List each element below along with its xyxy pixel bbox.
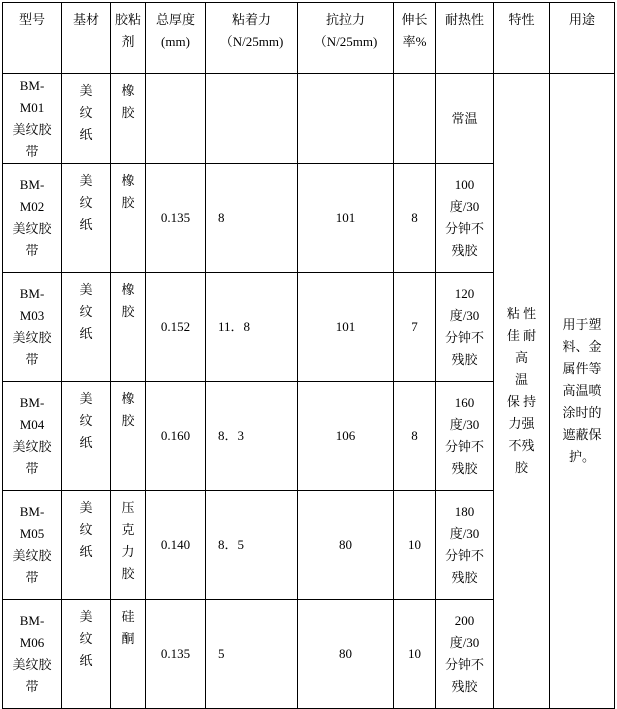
header-row xyxy=(3,3,615,74)
cell-base: 美 纹 纸 xyxy=(62,600,111,709)
cell-model: BM- M06 美纹胶 带 xyxy=(3,600,62,709)
header-usage: 用途 xyxy=(550,3,615,74)
cell-adhesion xyxy=(206,74,298,164)
cell-heat: 常温 xyxy=(436,74,494,164)
header-feature: 特性 xyxy=(494,3,550,74)
cell-base: 美 纹 纸 xyxy=(62,74,111,164)
cell-adhesion: 11．8 xyxy=(206,273,298,382)
cell-adhesion: 8．3 xyxy=(206,382,298,491)
cell-glue: 橡 胶 xyxy=(111,164,146,273)
cell-thickness xyxy=(146,74,206,164)
header-thickness: 总厚度 (mm) xyxy=(146,3,206,74)
cell-glue: 橡 胶 xyxy=(111,74,146,164)
cell-usage: 用于塑 料、金 属件等 高温喷 涂时的 遮蔽保 护。 xyxy=(550,74,615,709)
header-heat: 耐热性 xyxy=(436,3,494,74)
cell-tensile: 101 xyxy=(298,164,394,273)
cell-glue: 硅 酮 xyxy=(111,600,146,709)
header-base: 基材 xyxy=(62,3,111,74)
cell-glue: 橡 胶 xyxy=(111,382,146,491)
header-adhesion: 粘着力 （N/25mm) xyxy=(206,3,298,74)
cell-adhesion: 8 xyxy=(206,164,298,273)
cell-model: BM- M04 美纹胶 带 xyxy=(3,382,62,491)
cell-tensile xyxy=(298,74,394,164)
cell-elongation xyxy=(394,74,436,164)
cell-thickness: 0.140 xyxy=(146,491,206,600)
cell-elongation: 10 xyxy=(394,491,436,600)
cell-thickness: 0.160 xyxy=(146,382,206,491)
cell-feature: 粘 性 佳 耐 高 温 保 持 力强 不残 胶 xyxy=(494,74,550,709)
cell-elongation: 8 xyxy=(394,382,436,491)
cell-tensile: 80 xyxy=(298,491,394,600)
cell-thickness: 0.135 xyxy=(146,164,206,273)
cell-elongation: 7 xyxy=(394,273,436,382)
cell-heat: 120 度/30 分钟不 残胶 xyxy=(436,273,494,382)
header-glue: 胶粘剂 xyxy=(111,3,146,74)
header-elongation: 伸长 率% xyxy=(394,3,436,74)
cell-tensile: 106 xyxy=(298,382,394,491)
cell-base: 美 纹 纸 xyxy=(62,164,111,273)
cell-adhesion: 8．5 xyxy=(206,491,298,600)
cell-tensile: 80 xyxy=(298,600,394,709)
cell-base: 美 纹 纸 xyxy=(62,273,111,382)
cell-elongation: 10 xyxy=(394,600,436,709)
cell-heat: 180 度/30 分钟不 残胶 xyxy=(436,491,494,600)
cell-model: BM- M05 美纹胶 带 xyxy=(3,491,62,600)
cell-glue: 橡 胶 xyxy=(111,273,146,382)
cell-model: BM- M02 美纹胶 带 xyxy=(3,164,62,273)
cell-base: 美 纹 纸 xyxy=(62,491,111,600)
cell-heat: 200 度/30 分钟不 残胶 xyxy=(436,600,494,709)
spec-table xyxy=(2,2,615,709)
cell-tensile: 101 xyxy=(298,273,394,382)
header-tensile: 抗拉力 （N/25mm) xyxy=(298,3,394,74)
cell-heat: 100 度/30 分钟不 残胶 xyxy=(436,164,494,273)
cell-glue: 压 克 力 胶 xyxy=(111,491,146,600)
cell-model: BM- M01 美纹胶 带 xyxy=(3,74,62,164)
cell-model: BM- M03 美纹胶 带 xyxy=(3,273,62,382)
header-model: 型号 xyxy=(3,3,62,74)
cell-thickness: 0.135 xyxy=(146,600,206,709)
cell-base: 美 纹 纸 xyxy=(62,382,111,491)
cell-adhesion: 5 xyxy=(206,600,298,709)
cell-heat: 160 度/30 分钟不 残胶 xyxy=(436,382,494,491)
cell-elongation: 8 xyxy=(394,164,436,273)
table-row xyxy=(3,74,615,164)
cell-thickness: 0.152 xyxy=(146,273,206,382)
